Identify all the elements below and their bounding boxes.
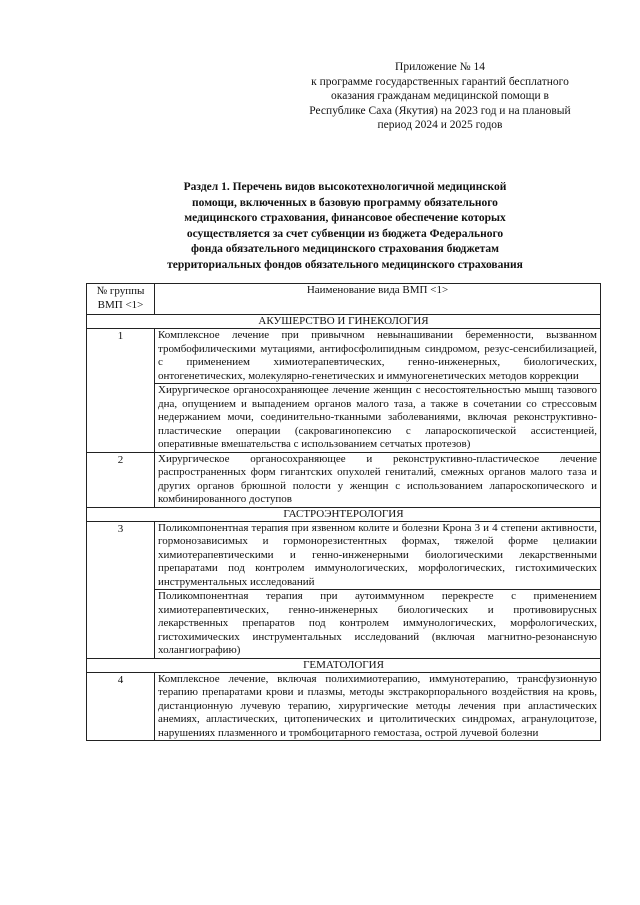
group-number: 2: [87, 452, 155, 507]
table-row: [87, 452, 601, 507]
appendix-line: к программе государственных гарантий бесплатного: [311, 75, 569, 88]
vmp-table: [86, 283, 601, 741]
section-title-line: фонда обязательного медицинского страхования бюджетам: [191, 243, 499, 255]
appendix-line: оказания гражданам медицинской помощи в: [331, 90, 549, 102]
section-title-line: медицинского страхования, финансовое обеспечение которых: [184, 212, 506, 224]
section-title-line: Раздел 1. Перечень видов высокотехнологичной медицинской: [183, 181, 507, 193]
section-title-line: осуществляется за счет субвенции из бюджета Федерального: [186, 227, 504, 240]
vmp-description: Хирургическое органосохраняющее и реконструктивно-пластическое лечение распространенных форм гигантских опухолей гениталий, смежных органов малого таза и других органов брюшной полости у женщин с использованием лапароскопического и комбинированного доступов: [155, 452, 601, 507]
category-row: [87, 315, 601, 329]
group-number-header: [87, 284, 155, 315]
vmp-description: Комплексное лечение при привычном невынашивании беременности, вызванном тромбофилическими мутациями, антифосфолипидным синдромом, резус-сенсибилизацией, с применением химиотерапевтических, генно-инженерных, биологических, онтогенетических, молекулярно-генетических и иммуногенетических методов коррекции: [155, 329, 601, 384]
vmp-description: Комплексное лечение, включая полихимиотерапию, иммунотерапию, трансфузионную терапию препаратами крови и плазмы, методы экстракорпорального воздействия на кровь, дистанционную лучевую терапию, хирургические методы лечения при апластических анемиях, апластических, цитопенических и цитолитических синдромах, агранулоцитозе, нарушениях плазменного и тромбоцитарного гемостаза, острой лучевой болезни: [155, 672, 601, 741]
table-header-row: [87, 284, 601, 315]
category-row: [87, 658, 601, 672]
category-hematology: ГЕМАТОЛОГИЯ: [87, 658, 601, 672]
table-row: [87, 521, 601, 590]
table-row: [87, 329, 601, 384]
group-number: 1: [87, 329, 155, 453]
section-title: [130, 180, 560, 273]
vmp-name-header: Наименование вида ВМП <1>: [155, 284, 601, 315]
vmp-description: Хирургическое органосохраняющее лечение женщин с несостоятельностью мышц тазового дна, опущением и выпадением органов малого таза, а также в сочетании со стрессовым недержанием мочи, соединительно-тканными заболеваниями, включая реконструктивно-пластические операции (сакровагинопексию с лапароскопической ассистенцией, оперативные вмешательства с использованием сетчатых протезов): [155, 384, 601, 453]
table-row: [87, 672, 601, 741]
category-row: [87, 507, 601, 521]
table-row: [87, 384, 601, 453]
section-title-line: помощи, включенных в базовую программу обязательного: [192, 196, 498, 209]
category-obstetrics: АКУШЕРСТВО И ГИНЕКОЛОГИЯ: [87, 315, 601, 329]
group-number: 3: [87, 521, 155, 658]
group-number: 4: [87, 672, 155, 741]
appendix-header: [270, 60, 610, 133]
category-gastroenterology: ГАСТРОЭНТЕРОЛОГИЯ: [87, 507, 601, 521]
appendix-line: Республике Саха (Якутия) на 2023 год и на плановый: [309, 104, 571, 117]
vmp-description: Поликомпонентная терапия при язвенном колите и болезни Крона 3 и 4 степени активности, гормонозависимых и гормонорезистентных формах, тяжелой форме целиакии химиотерапевтическими и генно-инженерными биологическими лекарственными препаратами под контролем иммунологических, морфологических, гистохимических инструментальных исследований: [155, 521, 601, 590]
section-title-line: территориальных фондов обязательного медицинского страхования: [167, 258, 523, 271]
header-line: ВМП <1>: [97, 299, 144, 311]
header-line: № группы: [96, 285, 145, 297]
table-row: [87, 590, 601, 659]
appendix-line: Приложение № 14: [395, 61, 485, 73]
appendix-line: период 2024 и 2025 годов: [377, 119, 503, 131]
vmp-description: Поликомпонентная терапия при аутоиммунном перекресте с применением химиотерапевтических, генно-инженерных биологических и противовирусных лекарственных препаратов под контролем иммунологических, морфологических, гистохимических инструментальных исследований (включая магнитно-резонансную холангиографию): [155, 590, 601, 659]
